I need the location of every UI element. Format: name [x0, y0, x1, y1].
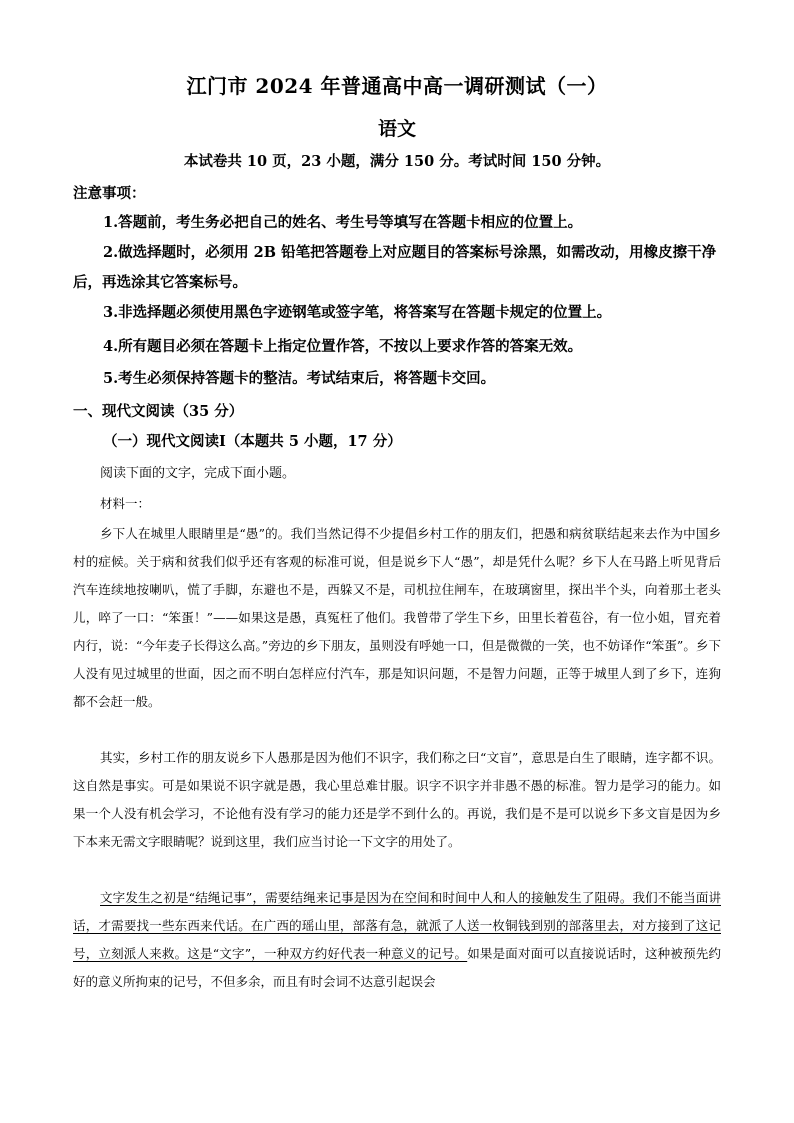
subject-title: 语文 [377, 118, 416, 140]
notice-item-text: 5.考生必须保持答题卡的整洁。考试结束后，将答题卡交回。 [103, 370, 496, 387]
subsection-title: （一）现代文阅读Ⅰ（本题共 5 小题，17 分） [103, 433, 402, 450]
passage-paragraph-2: 其实，乡村工作的朋友说乡下人愚那是因为他们不识字，我们称之曰“文盲”，意思是白生了眼睛，连字都不识。这自然是事实。可是如果说不识字就是愚，我心里总难甘服。识字不识字并非愚不愚的标准。智力是学习的能力。如果一个人没有机会学习，不论他有没有学习的能力还是学不到什么的。再说，我们是不是可以说乡下多文盲是因为乡下本来无需文字眼睛呢？说到这里，我们应当讨论一下文字的用处了。 [73, 750, 721, 849]
passage-paragraph-3 [73, 884, 721, 996]
reading-instruction: 阅读下面的文字，完成下面小题。 [100, 466, 296, 481]
section-title: 一、现代文阅读（35 分） [73, 403, 244, 420]
notice-item-1 [73, 208, 721, 238]
notice-item-4 [73, 332, 721, 362]
notice-item-text: 4.所有题目必须在答题卡上指定位置作答，不按以上要求作答的答案无效。 [103, 338, 583, 355]
notice-item-text: 1.答题前，考生务必把自己的姓名、考生号等填写在答题卡相应的位置上。 [103, 214, 583, 231]
material-label: 材料一： [100, 496, 151, 511]
notice-heading: 注意事项： [73, 185, 146, 202]
exam-info: 本试卷共 10 页，23 小题，满分 150 分。考试时间 150 分钟。 [183, 153, 611, 170]
notice-item-3 [73, 298, 721, 328]
notice-item-5 [73, 364, 721, 394]
underlined-passage: 文字发生之初是“结绳记事”，需要结绳来记事是因为在空间和时间中人和人的接触发生了阻碍。我们不能当面讲话，才需要找一些东西来代话。在广西的瑶山里，部落有急，就派了人送一枚铜钱到别的部落里去，对方接到了这记号，立刻派人来救。这是“文字”，一种双方约好代表一种意义的记号。 [73, 890, 721, 961]
notice-item-text: 3.非选择题必须使用黑色字迹钢笔或签字笔，将答案写在答题卡规定的位置上。 [103, 304, 612, 321]
passage-continuation: 如果是面对面可以直接说话时，这种被预先约好的意义所拘束的记号，不但多余，而且有时会词不达意引起误会 [73, 946, 721, 989]
notice-item-2: 2.做选择题时，必须用 2B 铅笔把答题卷上对应题目的答案标号涂黑，如需改动，用橡皮擦干净后，再选涂其它答案标号。 [73, 244, 717, 291]
exam-title: 江门市 2024 年普通高中高一调研测试（一） [186, 74, 608, 98]
passage-paragraph-1: 乡下人在城里人眼睛里是“愚”的。我们当然记得不少提倡乡村工作的朋友们，把愚和病贫联结起来去作为中国乡村的症候。关于病和贫我们似乎还有客观的标准可说，但是说乡下人“愚”，却是凭什么呢？乡下人在马路上听见背后汽车连续地按喇叭，慌了手脚，东避也不是，西躲又不是，司机拉住闸车，在玻璃窗里，探出半个头，向着那土老头儿，啐了一口：“笨蛋！”——如果这是愚，真冤枉了他们。我曾带了学生下乡，田里长着苞谷，有一位小姐，冒充着内行，说：“今年麦子长得这么高。”旁边的乡下朋友，虽则没有呼她一口，但是微微的一笑，也不妨译作“笨蛋”。乡下人没有见过城里的世面，因之而不明白怎样应付汽车，那是知识问题，不是智力问题，正等于城里人到了乡下，连狗都不会赶一般。 [73, 526, 721, 709]
